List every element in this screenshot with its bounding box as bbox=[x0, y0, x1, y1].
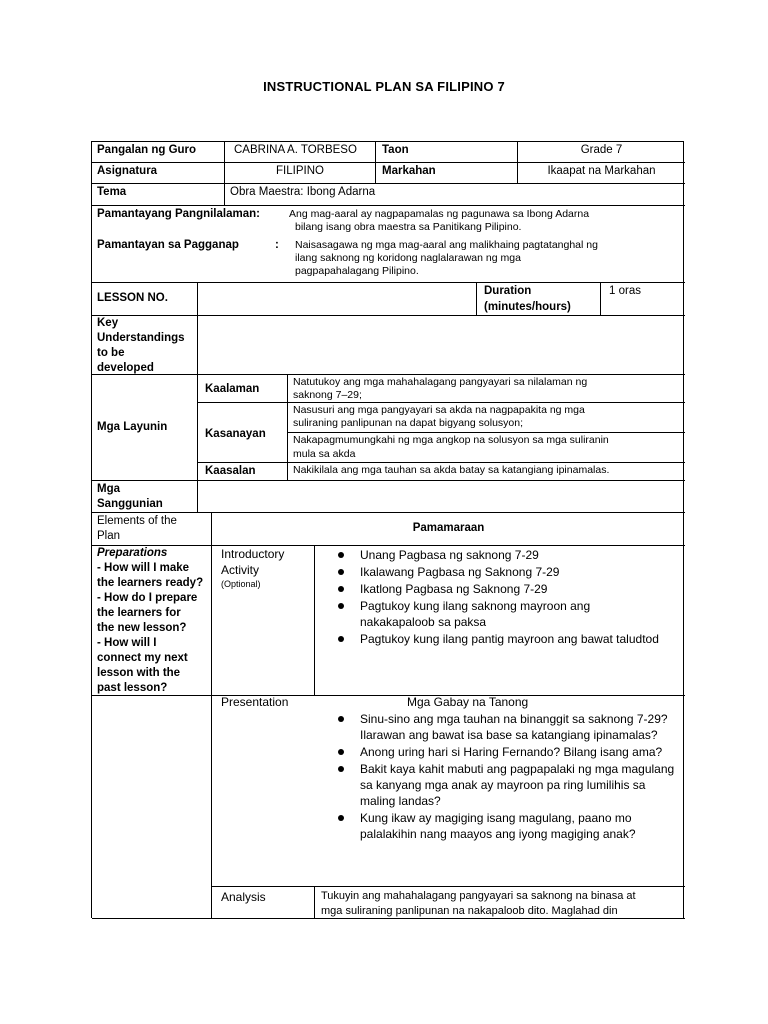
performance-standard-label: Pamantayan sa Pagganap bbox=[97, 239, 239, 251]
key-understandings-label-1: Key bbox=[97, 317, 119, 329]
performance-standard-colon: : bbox=[275, 239, 279, 251]
intro-label-2: Activity bbox=[221, 563, 260, 577]
year-label: Taon bbox=[382, 144, 409, 156]
instructional-plan-table bbox=[91, 141, 684, 918]
analysis-label: Analysis bbox=[221, 890, 266, 904]
resources-label-2: Sanggunian bbox=[97, 498, 163, 510]
guide-questions-title: Mga Gabay na Tanong bbox=[407, 695, 529, 709]
kaalaman-label: Kaalaman bbox=[205, 383, 260, 395]
lesson-no-label: LESSON NO. bbox=[97, 292, 168, 304]
duration-value: 1 oras bbox=[609, 285, 641, 297]
resources-label-1: Mga bbox=[97, 483, 120, 495]
page-title: INSTRUCTIONAL PLAN SA FILIPINO 7 bbox=[263, 79, 505, 94]
intro-item: Ikatlong Pagbasa ng Saknong 7-29 bbox=[332, 581, 684, 597]
prep-q3-c: lesson with the bbox=[97, 667, 181, 679]
subject-value: FILIPINO bbox=[276, 165, 324, 177]
content-standard-label: Pamantayang Pangnilalaman: bbox=[97, 208, 260, 220]
intro-label-1: Introductory bbox=[221, 547, 285, 561]
kasanayan-b-line-2: mula sa akda bbox=[293, 448, 356, 460]
content-standard-line-1: Ang mag-aaral ay nagpapamalas ng pagunawa sa Ibong Adarna bbox=[289, 208, 590, 220]
theme-label: Tema bbox=[97, 186, 127, 198]
intro-list bbox=[332, 547, 684, 648]
prep-q3-a: - How will I bbox=[97, 637, 157, 649]
kasanayan-b-line-1: Nakapagmumungkahi ng mga angkop na solusyon sa mga suliranin bbox=[293, 434, 609, 446]
teacher-label: Pangalan ng Guro bbox=[97, 144, 197, 156]
elements-label-1: Elements of the bbox=[97, 515, 177, 527]
key-understandings-label-4: developed bbox=[97, 362, 154, 374]
intro-item: Pagtukoy kung ilang saknong mayroon ang nakakapaloob sa paksa bbox=[332, 598, 660, 630]
kaasalan-line-1: Nakikilala ang mga tauhan sa akda batay sa katangiang ipinamalas. bbox=[293, 464, 610, 476]
year-value: Grade 7 bbox=[580, 144, 623, 156]
performance-standard-line-1: Naisasagawa ng mga mag-aaral ang malikhaing pagtatanghal ng bbox=[295, 239, 598, 251]
presentation-item: Bakit kaya kahit mabuti ang pagpapalaki ng mga magulang sa kanyang mga anak ay mayroon pa ring lumilihis sa maling landas? bbox=[332, 761, 680, 809]
theme-value: Obra Maestra: Ibong Adarna bbox=[230, 186, 376, 198]
presentation-label: Presentation bbox=[221, 695, 289, 709]
prep-q3-b: connect my next bbox=[97, 652, 188, 664]
kaalaman-line-1: Natutukoy ang mga mahahalagang pangyayari sa nilalaman ng bbox=[293, 376, 588, 388]
intro-item: Ikalawang Pagbasa ng Saknong 7-29 bbox=[332, 564, 684, 580]
procedure-label: Pamamaraan bbox=[412, 522, 485, 534]
preparations-label: Preparations bbox=[97, 547, 168, 559]
key-understandings-label-2: Understandings bbox=[97, 332, 185, 344]
prep-q3-d: past lesson? bbox=[97, 682, 168, 694]
intro-item: Unang Pagbasa ng saknong 7-29 bbox=[332, 547, 684, 563]
performance-standard-line-2: ilang saknong ng koridong naglalarawan ng mga bbox=[295, 252, 521, 264]
prep-q2-a: - How do I prepare bbox=[97, 592, 198, 604]
intro-item: Pagtukoy kung ilang pantig mayroon ang bawat taludtod bbox=[332, 631, 670, 647]
objectives-label: Mga Layunin bbox=[97, 421, 168, 433]
analysis-line-1: Tukuyin ang mahahalagang pangyayari sa saknong na binasa at bbox=[321, 890, 636, 902]
presentation-item: Sinu-sino ang mga tauhan na binanggit sa saknong 7-29? Ilarawan ang bawat isa base sa katangiang ipinamalas? bbox=[332, 711, 680, 743]
prep-q2-c: the new lesson? bbox=[97, 622, 187, 634]
presentation-item: Kung ikaw ay magiging isang magulang, paano mo palalakihin nang maayos ang iyong magiging anak? bbox=[332, 810, 680, 842]
key-understandings-label-3: to be bbox=[97, 347, 125, 359]
content-standard-line-2: bilang isang obra maestra sa Panitikang Pilipino. bbox=[295, 221, 522, 233]
quarter-value: Ikaapat na Markahan bbox=[547, 165, 656, 177]
duration-label-2: (minutes/hours) bbox=[484, 301, 571, 313]
kasanayan-a-line-1: Nasusuri ang mga pangyayari sa akda na nagpapakita ng mga bbox=[293, 404, 585, 416]
quarter-label: Markahan bbox=[382, 165, 436, 177]
subject-label: Asignatura bbox=[97, 165, 158, 177]
prep-q2-b: the learners for bbox=[97, 607, 181, 619]
presentation-item: Anong uring hari si Haring Fernando? Bilang isang ama? bbox=[332, 744, 680, 760]
analysis-line-2: mga suliraning panlipunan na nakapaloob dito. Maglahad din bbox=[321, 905, 618, 917]
intro-optional: (Optional) bbox=[221, 579, 261, 589]
performance-standard-line-3: pagpapahalagang Pilipino. bbox=[295, 265, 419, 277]
presentation-list bbox=[332, 711, 684, 843]
teacher-value: CABRINA A. TORBESO bbox=[234, 144, 357, 156]
prep-q1-b: the learners ready? bbox=[97, 577, 204, 589]
kasanayan-a-line-2: suliraning panlipunan na dapat bigyang solusyon; bbox=[293, 417, 524, 429]
kaasalan-label: Kaasalan bbox=[205, 465, 256, 477]
prep-q1-a: - How will I make bbox=[97, 562, 190, 574]
kasanayan-label: Kasanayan bbox=[205, 428, 266, 440]
elements-label-2: Plan bbox=[97, 530, 121, 542]
kaalaman-line-2: saknong 7–29; bbox=[293, 389, 362, 401]
duration-label-1: Duration bbox=[484, 285, 532, 297]
